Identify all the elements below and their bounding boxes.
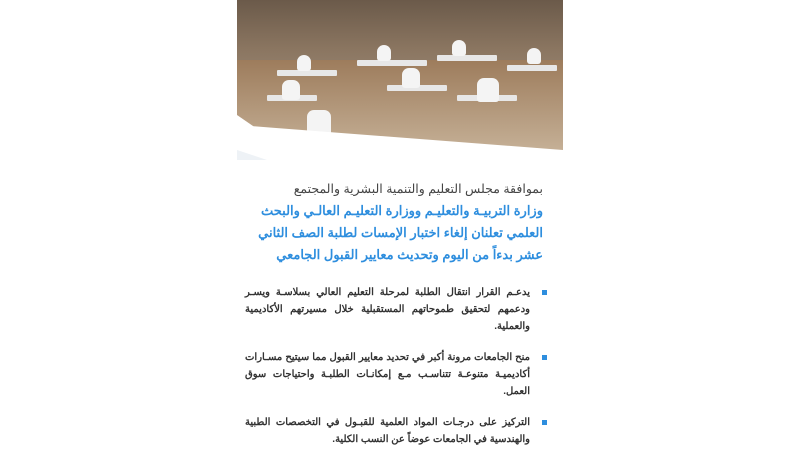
bullet-text: منح الجامعات مرونة أكبر في تحديد معايير القبول مما سيتيح مسـارات أكاديميـة متنوعـة تتناسـب مـع إمكانـات الطلبـة واحتياجات سوق العمل. xyxy=(245,352,530,397)
bullet-text: التركيز على درجـات المواد العلمية للقبـول في التخصصات الطبية والهندسية في الجامعات عوضاً عن النسب الكلية. xyxy=(245,417,530,445)
list-item xyxy=(245,349,547,400)
headline-line: العلمي تعلنان إلغاء اختبار الإمسات لطلبة الصف الثاني xyxy=(258,225,543,240)
bullet-text: يدعـم القرار انتقال الطلبة لمرحلة التعليم العالي بسلاسـة ويسـر ودعمهم لتحقيق طموحاتهم المستقبلية خلال مسيرتهم الأكاديمية والعملية. xyxy=(245,287,530,332)
list-item xyxy=(245,284,547,335)
headline-line: عشر بدءاً من اليوم وتحديث معايير القبول الجامعي xyxy=(276,247,543,262)
bullet-icon xyxy=(542,420,547,425)
news-card xyxy=(237,0,563,472)
list-item xyxy=(245,414,547,448)
bullet-icon xyxy=(542,290,547,295)
headline-line: وزارة التربيـة والتعليـم ووزارة التعليـم العالـي والبحث xyxy=(261,203,543,218)
bullet-list xyxy=(245,284,547,448)
headline xyxy=(245,178,547,266)
headline-intro: بموافقة مجلس التعليم والتنمية البشرية والمجتمع xyxy=(293,182,543,196)
decorative-diagonal xyxy=(237,0,563,160)
exam-hall-photo xyxy=(237,0,563,160)
bullet-icon xyxy=(542,355,547,360)
